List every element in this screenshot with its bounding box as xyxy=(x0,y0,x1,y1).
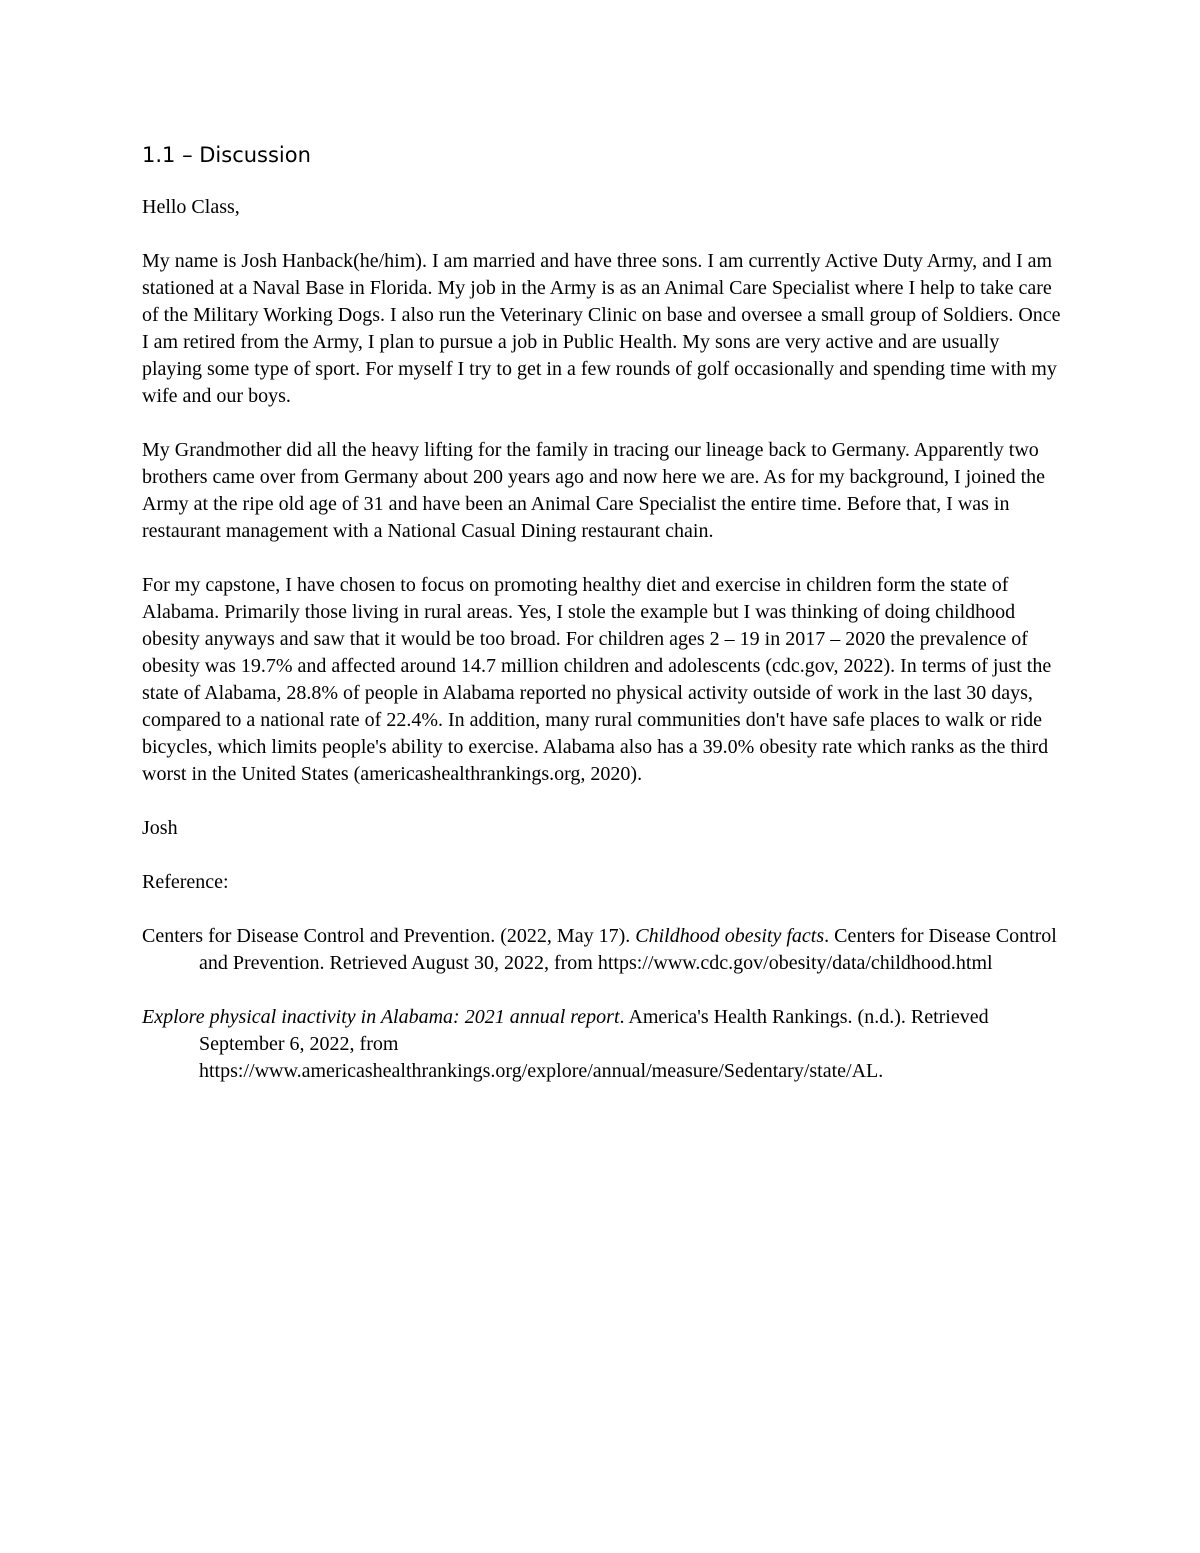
reference-item-cdc xyxy=(142,923,1062,977)
reference-list xyxy=(142,923,1062,1085)
paragraph-capstone: For my capstone, I have chosen to focus on promoting healthy diet and exercise in children form the state of Alabama. Primarily those living in rural areas. Yes, I stole the example but I was thinking of doing childhood obesity anyways and saw that it would be too broad. For children ages 2 – 19 in 2017 – 2020 the prevalence of obesity was 19.7% and affected around 14.7 million children and adolescents (cdc.gov, 2022). In terms of just the state of Alabama, 28.8% of people in Alabama reported no physical activity outside of work in the last 30 days, compared to a national rate of 22.4%. In addition, many rural communities don't have safe places to walk or ride bicycles, which limits people's ability to exercise. Alabama also has a 39.0% obesity rate which ranks as the third worst in the United States (americashealthrankings.org, 2020). xyxy=(142,574,1052,785)
reference-title: Explore physical inactivity in Alabama: 2021 annual report xyxy=(142,1006,620,1028)
reference-title: Childhood obesity facts xyxy=(635,925,825,947)
signature: Josh xyxy=(142,817,178,839)
reference-text: . America's Health Rankings. (n.d.). Retrieved September 6, 2022, from https://www.americashealthrankings.org/explore/annual/measure/Sedentary/state/AL. xyxy=(199,1006,989,1082)
greeting: Hello Class, xyxy=(142,196,240,218)
reference-text: . Centers for Disease Control and Prevention. Retrieved August 30, 2022, from https://www.cdc.gov/obesity/data/childhood.html xyxy=(199,925,1057,974)
reference-label: Reference: xyxy=(142,871,229,893)
reference-item-ahr xyxy=(142,1004,1062,1085)
document-body xyxy=(142,140,1062,1112)
paragraph-intro: My name is Josh Hanback(he/him). I am married and have three sons. I am currently Active Duty Army, and I am stationed at a Naval Base in Florida. My job in the Army is as an Animal Care Specialist where I help to take care of the Military Working Dogs. I also run the Veterinary Clinic on base and oversee a small group of Soldiers. Once I am retired from the Army, I plan to pursue a job in Public Health. My sons are very active and are usually playing some type of sport. For myself I try to get in a few rounds of golf occasionally and spending time with my wife and our boys. xyxy=(142,250,1061,407)
page-title: 1.1 – Discussion xyxy=(142,143,311,167)
reference-text: Centers for Disease Control and Prevention. (2022, May 17). xyxy=(142,925,636,947)
paragraph-background: My Grandmother did all the heavy lifting for the family in tracing our lineage back to Germany. Apparently two brothers came over from Germany about 200 years ago and now here we are. As for my background, I joined the Army at the ripe old age of 31 and have been an Animal Care Specialist the entire time. Before that, I was in restaurant management with a National Casual Dining restaurant chain. xyxy=(142,439,1046,542)
